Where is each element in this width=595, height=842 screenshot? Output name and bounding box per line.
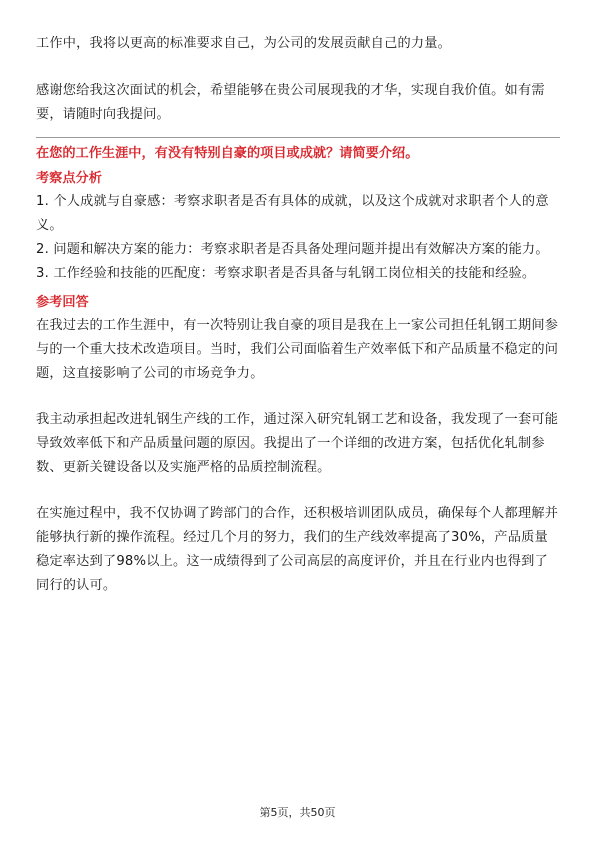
analysis-item: 3. 工作经验和技能的匹配度：考察求职者是否具备与轧钢工岗位相关的技能和经验。 <box>36 266 536 281</box>
analysis-item: 2. 问题和解决方案的能力：考察求职者是否具备处理问题并提出有效解决方案的能力。 <box>36 242 549 257</box>
answer-paragraph: 在实施过程中，我不仅协调了跨部门的合作，还积极培训团队成员，确保每个人都理解并能够执行新的操作流程。经过几个月的努力，我们的生产线效率提高了30%，产品质量稳定率达到了98%以上。这一成绩得到了公司高层的高度评价，并且在行业内也得到了同行的认可。 <box>36 506 559 593</box>
page-number: 第5页，共50页 <box>259 806 336 819</box>
answer-title: 参考回答 <box>36 295 89 310</box>
intro-line: 工作中，我将以更高的标准要求自己，为公司的发展贡献自己的力量。 <box>36 36 452 51</box>
interview-question: 在您的工作生涯中，有没有特别自豪的项目或成就？请简要介绍。 <box>36 146 419 161</box>
analysis-item: 1. 个人成就与自豪感：考察求职者是否有具体的成就，以及这个成就对求职者个人的意义。 <box>36 194 549 233</box>
page-content <box>36 32 560 598</box>
closing-paragraph: 感谢您给我这次面试的机会，希望能够在贵公司展现我的才华，实现自我价值。如有需要，请随时向我提问。 <box>36 83 545 122</box>
analysis-title: 考察点分析 <box>36 171 102 186</box>
section-divider <box>36 137 560 138</box>
answer-paragraph: 我主动承担起改进轧钢生产线的工作，通过深入研究轧钢工艺和设备，我发现了一套可能导致效率低下和产品质量问题的原因。我提出了一个详细的改进方案，包括优化轧制参数、更新关键设备以及实施严格的品质控制流程。 <box>36 412 559 475</box>
answer-paragraph: 在我过去的工作生涯中，有一次特别让我自豪的项目是我在上一家公司担任轧钢工期间参与的一个重大技术改造项目。当时，我们公司面临着生产效率低下和产品质量不稳定的问题，这直接影响了公司的市场竞争力。 <box>36 318 559 381</box>
